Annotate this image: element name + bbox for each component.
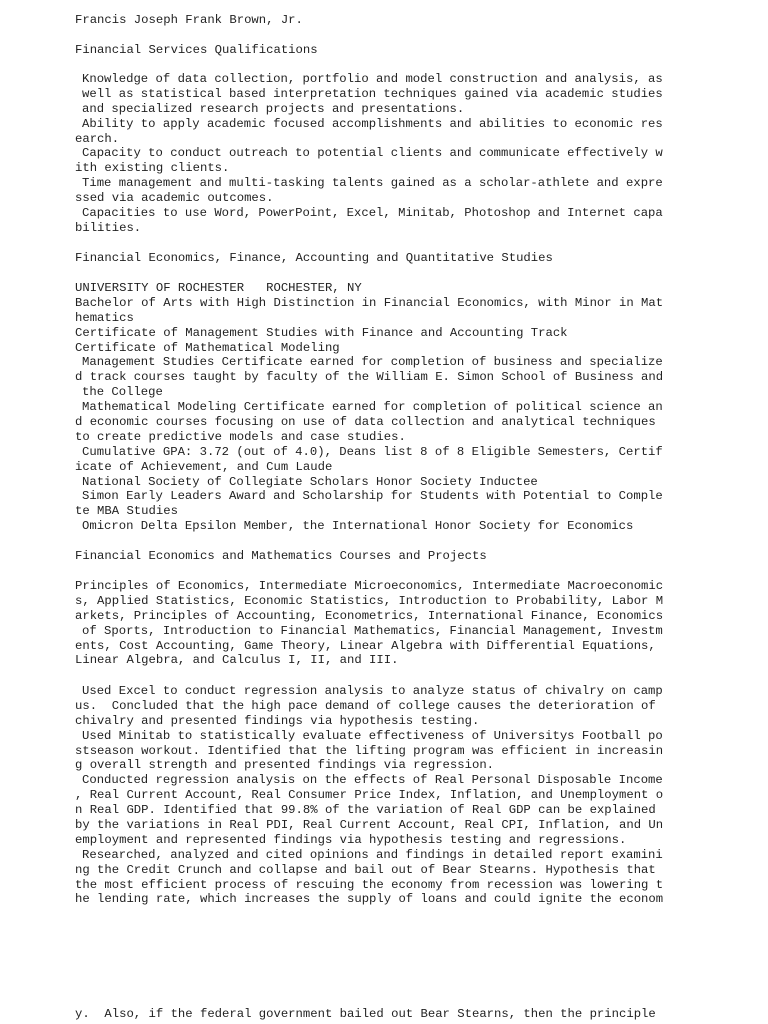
course-line: s, Applied Statistics, Economic Statistics, Introduction to Probability, Labor M xyxy=(75,593,664,608)
education-line: Management Studies Certificate earned for completion of business and specialize xyxy=(82,355,663,370)
qualification-line: Ability to apply academic focused accomplishments and abilities to economic res xyxy=(82,116,663,131)
education-line: d track courses taught by faculty of the William E. Simon School of Business and xyxy=(75,370,664,385)
qualification-line: ith existing clients. xyxy=(75,161,230,176)
project-line: g overall strength and presented findings via regression. xyxy=(75,758,495,773)
course-line: arkets, Principles of Accounting, Econometrics, International Finance, Economics xyxy=(75,608,664,623)
project-line: employment and represented findings via hypothesis testing and regressions. xyxy=(75,832,627,847)
project-line: stseason workout. Identified that the lifting program was efficient in increasin xyxy=(75,743,664,758)
education-line: to create predictive models and case studies. xyxy=(75,429,406,444)
page-continuation xyxy=(75,1007,755,1022)
course-line: ents, Cost Accounting, Game Theory, Linear Algebra with Differential Equations, xyxy=(75,638,656,653)
continuation-line: y. Also, if the federal government bailed out Bear Stearns, then the principle xyxy=(75,1007,656,1021)
header xyxy=(75,13,755,28)
project-line: ng the Credit Crunch and collapse and bail out of Bear Stearns. Hypothesis that xyxy=(75,862,656,877)
project-line: n Real GDP. Identified that 99.8% of the variation of Real GDP can be explained xyxy=(75,803,656,818)
education-line: the College xyxy=(82,385,163,400)
qualification-line: bilities. xyxy=(75,220,142,235)
education-line: icate of Achievement, and Cum Laude xyxy=(75,459,333,474)
education-line: d economic courses focusing on use of data collection and analytical techniques xyxy=(75,415,656,430)
project-line: chivalry and presented findings via hypothesis testing. xyxy=(75,713,480,728)
education-line: National Society of Collegiate Scholars Honor Society Inductee xyxy=(82,474,538,489)
education-line: Certificate of Mathematical Modeling xyxy=(75,340,340,355)
qualifications-heading: Financial Services Qualifications xyxy=(75,43,318,57)
education-line: te MBA Studies xyxy=(75,504,178,519)
projects-list xyxy=(75,684,755,907)
education-line: Bachelor of Arts with High Distinction in Financial Economics, with Minor in Mat xyxy=(75,295,664,310)
project-line: Used Minitab to statistically evaluate effectiveness of Universitys Football po xyxy=(82,728,663,743)
courses-heading: Financial Economics and Mathematics Courses and Projects xyxy=(75,549,487,563)
courses-section xyxy=(75,549,755,564)
education-section xyxy=(75,251,755,266)
project-line: us. Concluded that the high pace demand of college causes the deterioration of xyxy=(75,698,656,713)
project-line: he lending rate, which increases the supply of loans and could ignite the econom xyxy=(75,892,664,907)
candidate-name: Francis Joseph Frank Brown, Jr. xyxy=(75,13,303,27)
course-line: Principles of Economics, Intermediate Microeconomics, Intermediate Macroeconomic xyxy=(75,579,664,593)
education-line: UNIVERSITY OF ROCHESTER ROCHESTER, NY xyxy=(75,281,362,295)
project-line: , Real Current Account, Real Consumer Price Index, Inflation, and Unemployment o xyxy=(75,788,664,803)
qualification-line: Time management and multi-tasking talents gained as a scholar-athlete and expre xyxy=(82,176,663,191)
qualification-line: Capacities to use Word, PowerPoint, Excel, Minitab, Photoshop and Internet capa xyxy=(82,206,663,221)
education-line: Simon Early Leaders Award and Scholarship for Students with Potential to Comple xyxy=(82,489,663,504)
qualification-line: Knowledge of data collection, portfolio and model construction and analysis, as xyxy=(82,72,663,86)
project-line: the most efficient process of rescuing the economy from recession was lowering t xyxy=(75,877,664,892)
qualifications-list xyxy=(75,72,755,236)
qualification-line: ssed via academic outcomes. xyxy=(75,191,274,206)
qualification-line: Capacity to conduct outreach to potential clients and communicate effectively w xyxy=(82,146,663,161)
project-line: Researched, analyzed and cited opinions and findings in detailed report examini xyxy=(82,847,663,862)
project-line: by the variations in Real PDI, Real Current Account, Real CPI, Inflation, and Un xyxy=(75,818,664,833)
qualification-line: well as statistical based interpretation techniques gained via academic studies xyxy=(82,86,663,101)
project-line: Used Excel to conduct regression analysis to analyze status of chivalry on camp xyxy=(82,684,663,698)
education-line: hematics xyxy=(75,310,134,325)
qualifications-section xyxy=(75,43,755,58)
course-line: Linear Algebra, and Calculus I, II, and III. xyxy=(75,653,399,668)
courses-list xyxy=(75,579,755,668)
qualification-line: and specialized research projects and presentations. xyxy=(82,101,465,116)
course-line: of Sports, Introduction to Financial Mathematics, Financial Management, Investm xyxy=(82,623,663,638)
education-line: Certificate of Management Studies with Finance and Accounting Track xyxy=(75,325,568,340)
project-line: Conducted regression analysis on the effects of Real Personal Disposable Income xyxy=(82,773,663,788)
qualification-line: earch. xyxy=(75,131,120,146)
education-heading: Financial Economics, Finance, Accounting and Quantitative Studies xyxy=(75,251,553,265)
education-list xyxy=(75,281,755,534)
education-line: Omicron Delta Epsilon Member, the International Honor Society for Economics xyxy=(82,519,634,534)
education-line: Cumulative GPA: 3.72 (out of 4.0), Deans list 8 of 8 Eligible Semesters, Certif xyxy=(82,444,663,459)
education-line: Mathematical Modeling Certificate earned for completion of political science an xyxy=(82,400,663,415)
